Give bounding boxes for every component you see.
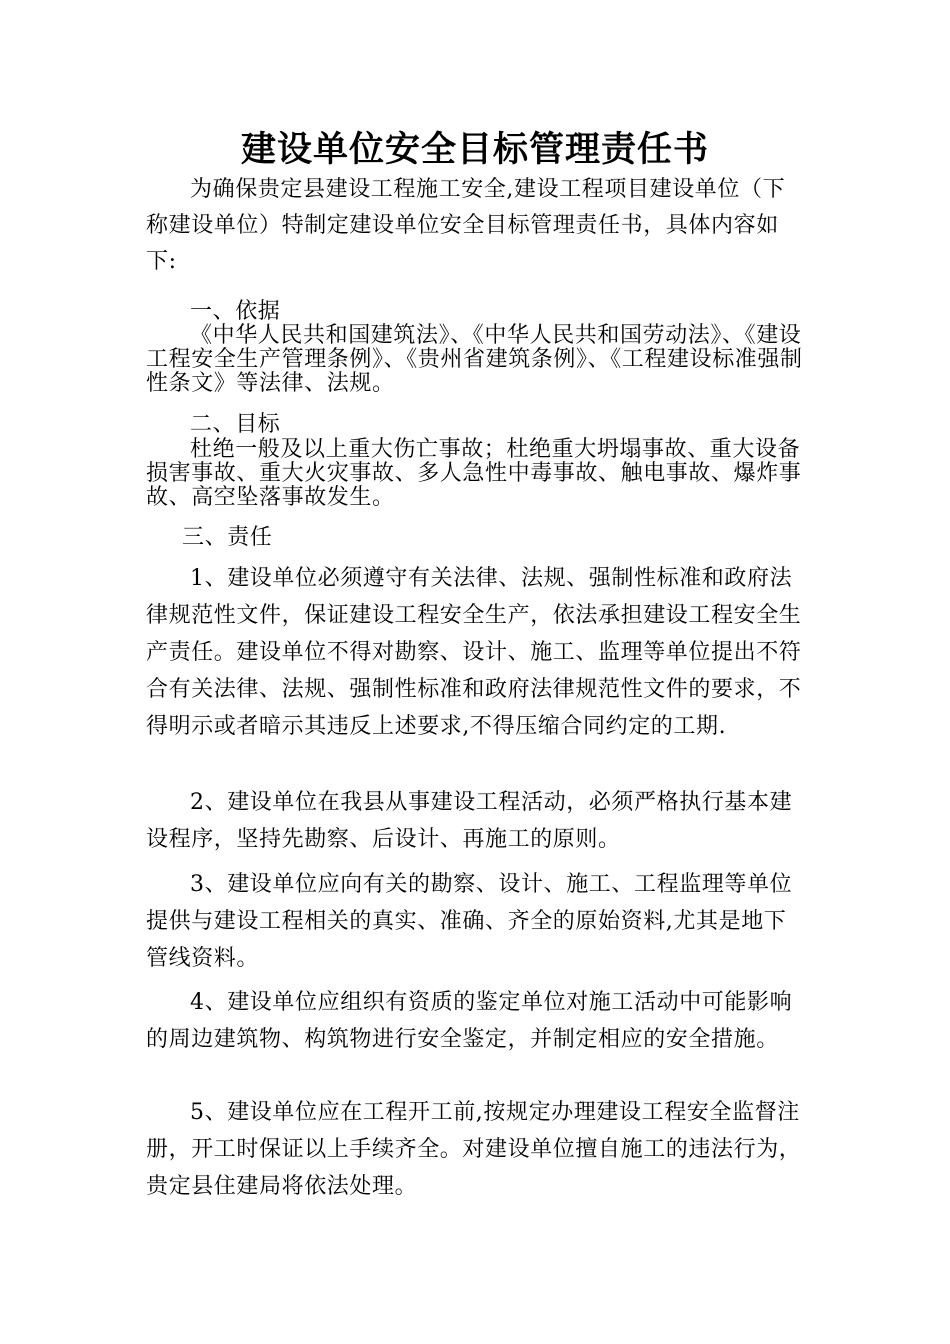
duty-item: 1、建设单位必须遵守有关法律、法规、强制性标准和政府法律规范性文件，保证建设工程安全生产，依法承担建设工程安全生产责任。建设单位不得对勘察、设计、施工、监理等单位提出不符合有关法律、法规、强制性标准和政府法律规范性文件的要求，不得明示或者暗示其违反上述要求,不得压缩合同约定的工期. (146, 566, 802, 739)
intro-paragraph: 为确保贵定县建设工程施工安全,建设工程项目建设单位（下称建设单位）特制定建设单位安全目标管理责任书，具体内容如下: (146, 177, 786, 274)
basis-heading: 一、依据 (190, 299, 281, 324)
duty-item: 4、建设单位应组织有资质的鉴定单位对施工活动中可能影响的周边建筑物、构筑物进行安全鉴定，并制定相应的安全措施。 (146, 990, 793, 1052)
goal-paragraph: 杜绝一般及以上重大伤亡事故；杜绝重大坍塌事故、重大设备损害事故、重大火灾事故、多人急性中毒事故、触电事故、爆炸事故、高空坠落事故发生。 (146, 437, 802, 510)
document-title: 建设单位安全目标管理责任书 (240, 129, 709, 170)
goal-heading: 二、目标 (190, 412, 281, 437)
duty-item: 3、建设单位应向有关的勘察、设计、施工、工程监理等单位提供与建设工程相关的真实、准确、齐全的原始资料,尤其是地下管线资料。 (146, 872, 793, 971)
basis-paragraph: 《中华人民共和国建筑法》、《中华人民共和国劳动法》、《建设工程安全生产管理条例》、《贵州省建筑条例》、《工程建设标准强制性条文》等法律、法规。 (146, 323, 803, 396)
duty-heading: 三、责任 (182, 525, 273, 550)
duty-item: 2、建设单位在我县从事建设工程活动，必须严格执行基本建设程序，坚持先勘察、后设计、再施工的原则。 (146, 790, 793, 852)
duty-item: 5、建设单位应在工程开工前,按规定办理建设工程安全监督注册，开工时保证以上手续齐全。对建设单位擅自施工的违法行为，贵定县住建局将依法处理。 (146, 1100, 802, 1199)
